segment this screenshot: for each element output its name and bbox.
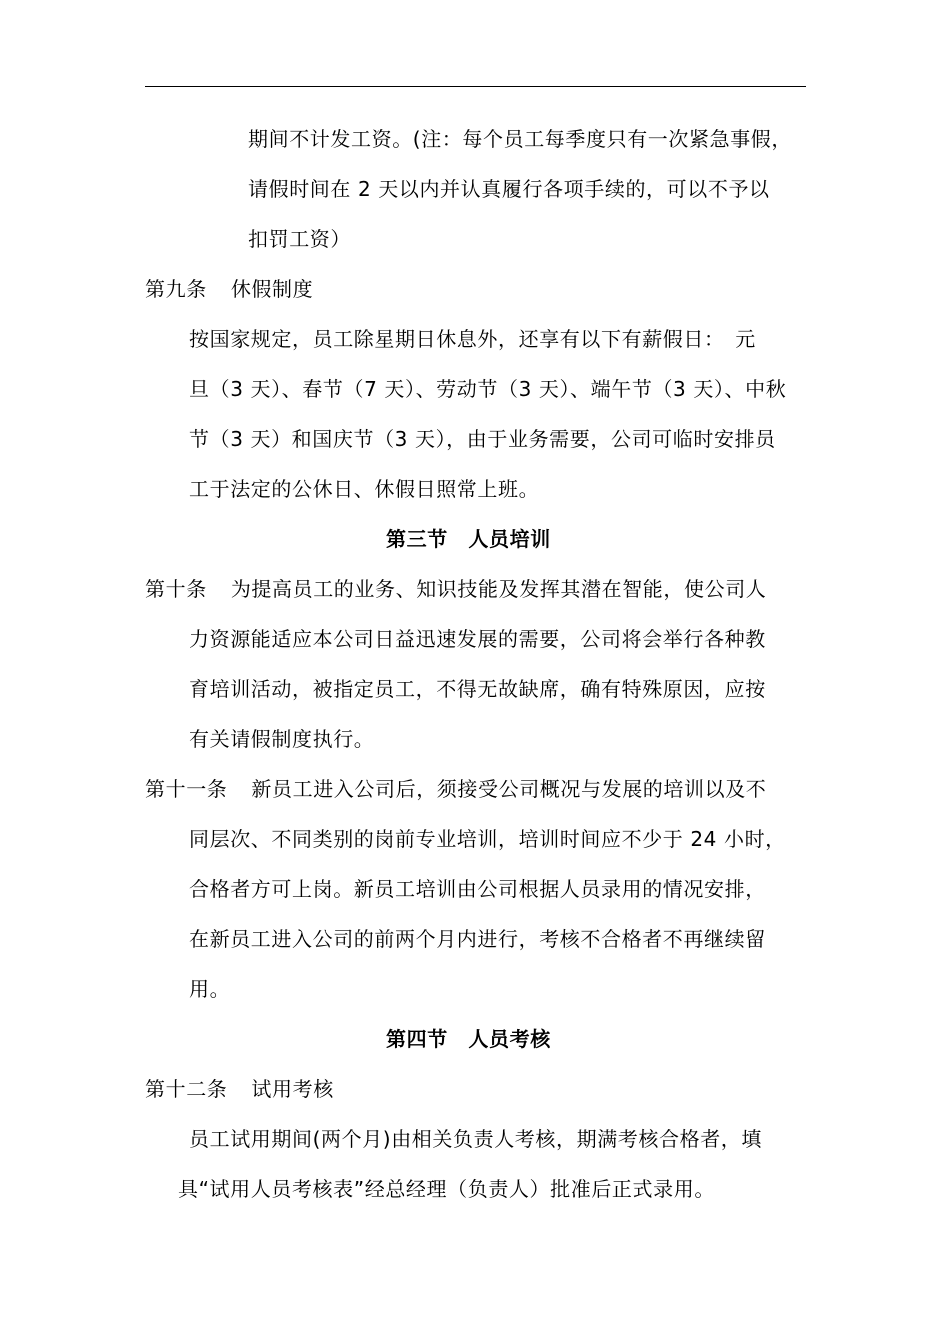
header-rule: [145, 86, 806, 87]
section-3-heading: 第三节 人员培训: [386, 527, 551, 551]
article-10-text-1: 为提高员工的业务、知识技能及发挥其潜在智能，使公司人: [230, 577, 767, 601]
article-10-line-1: [145, 574, 766, 604]
section-4-heading: 第四节 人员考核: [386, 1027, 551, 1051]
article-12-heading: [145, 1074, 334, 1104]
article-11-number: 第十一条: [145, 777, 228, 801]
article-9-line-1: 按国家规定，员工除星期日休息外，还享有以下有薪假日： 元: [189, 327, 756, 351]
article-9-heading: [145, 274, 313, 304]
article-9-line-2: 旦（3 天）、春节（7 天）、劳动节（3 天）、端午节（3 天）、中秋: [189, 377, 787, 401]
article-11-line-4: 在新员工进入公司的前两个月内进行，考核不合格者不再继续留: [189, 927, 766, 951]
article-12-line-2: 具“试用人员考核表”经总经理（负责人）批准后正式录用。: [178, 1177, 715, 1201]
article-9-line-4: 工于法定的公休日、休假日照常上班。: [189, 477, 540, 501]
note-line-1: 期间不计发工资。(注：每个员工每季度只有一次紧急事假，: [248, 127, 793, 151]
article-9-number: 第九条: [145, 277, 207, 301]
article-9-line-3: 节（3 天）和国庆节（3 天），由于业务需要，公司可临时安排员: [189, 427, 776, 451]
note-line-3: 扣罚工资）: [248, 227, 351, 251]
article-11-line-3: 合格者方可上岗。新员工培训由公司根据人员录用的情况安排，: [189, 877, 766, 901]
article-12-number: 第十二条: [145, 1077, 228, 1101]
article-9-title: 休假制度: [230, 277, 314, 301]
article-10-number: 第十条: [145, 577, 207, 601]
article-12-line-1: 员工试用期间(两个月)由相关负责人考核，期满考核合格者，填: [189, 1127, 763, 1151]
note-line-2: 请假时间在 2 天以内并认真履行各项手续的，可以不予以: [248, 177, 770, 201]
article-10-line-4: 有关请假制度执行。: [189, 727, 375, 751]
article-11-line-1: [145, 774, 766, 804]
article-10-line-3: 育培训活动，被指定员工，不得无故缺席，确有特殊原因，应按: [189, 677, 766, 701]
article-12-title: 试用考核: [251, 1077, 334, 1101]
article-11-line-2: 同层次、不同类别的岗前专业培训，培训时间应不少于 24 小时，: [189, 827, 786, 851]
article-11-text-1: 新员工进入公司后，须接受公司概况与发展的培训以及不: [251, 777, 767, 801]
article-10-line-2: 力资源能适应本公司日益迅速发展的需要，公司将会举行各种教: [189, 627, 766, 651]
article-11-line-5: 用。: [189, 977, 231, 1001]
